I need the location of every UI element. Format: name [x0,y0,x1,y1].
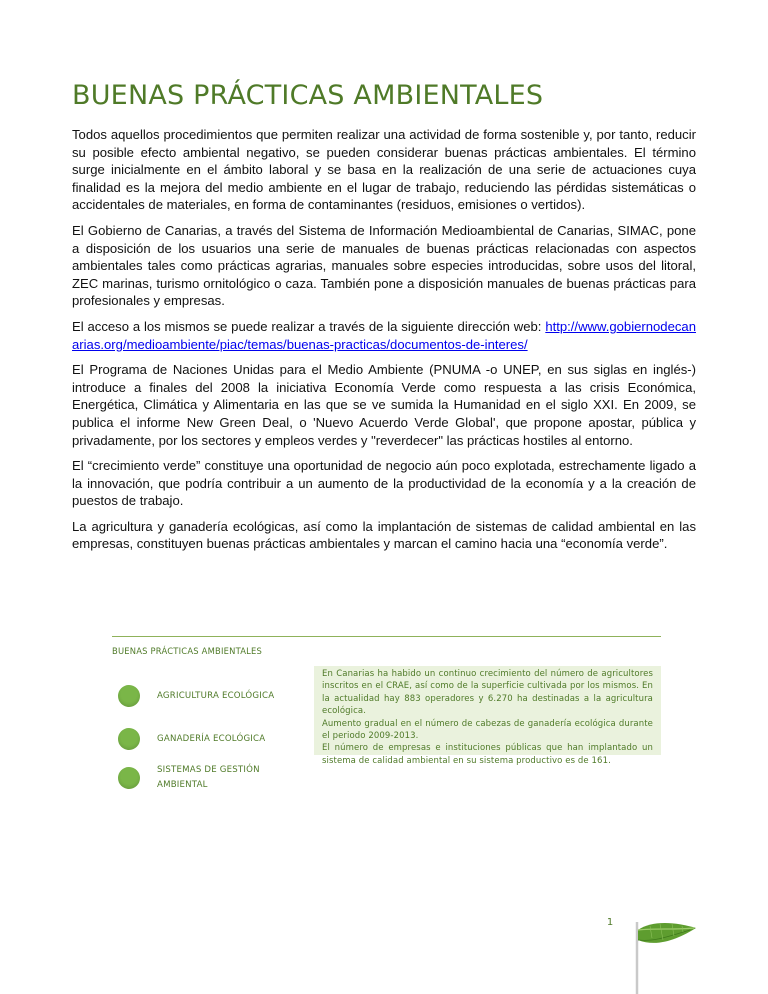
gobierno-link[interactable]: http://www.gobiernodecanarias.org/medioambiente/piac/temas/buenas-practicas/documentos-de-interes/ [72,318,696,352]
summary-description-ganaderia: Aumento gradual en el número de cabezas de ganadería ecológica durante el periodo 2009-2013. [322,718,653,742]
summary-row-label: AGRICULTURA ECOLÓGICA [157,690,275,701]
paragraph-green-growth: El “crecimiento verde” constituye una oportunidad de negocio aún poco explotada, estrechamente ligado a la innovación, que podría contribuir a un aumento de la productividad de la economía y a la creación de puestos de trabajo. [72,458,696,509]
page-title: BUENAS PRÁCTICAS AMBIENTALES [72,80,544,111]
summary-row-ganaderia [112,728,312,750]
summary-description-panel [314,666,661,766]
green-dot-icon [118,767,140,789]
summary-row-label: GANADERÍA ECOLÓGICA [157,733,266,744]
paragraph-pnuma: El Programa de Naciones Unidas para el Medio Ambiente (PNUMA -o UNEP, en sus siglas en inglés-) introduce a finales del 2008 la iniciativa Economía Verde como respuesta a las crisis Económica, Energética, Climática y Alimentaria en las que se ve sumida la Humanidad en el siglo XXI. En 2009, se publica el informe New Green Deal, o 'Nuevo Acuerdo Verde Global', que propone apostar, pública y privadamente, por los sectores y empleos verdes y "reverdecer" las prácticas hostiles al entorno. [72,362,696,448]
summary-header: BUENAS PRÁCTICAS AMBIENTALES [112,646,263,656]
paragraph-intro: Todos aquellos procedimientos que permiten realizar una actividad de forma sostenible y, por tanto, reducir su posible efecto ambiental negativo, se pueden considerar buenas prácticas ambientales. El término surge inicialmente en el ámbito laboral y se basa en la realización de una serie de actuaciones cuya finalidad es la mejora del medio ambiente en el lugar de trabajo, reduciendo las pérdidas sistemáticas o accidentales de materiales, en forma de contaminantes (residuos, emisiones o vertidos). [72,127,696,213]
paragraph-access [72,318,696,353]
summary-description-gestion: El número de empresas e instituciones públicas que han implantado un sistema de calidad ambiental en su sistema productivo es de 161. [322,743,653,766]
summary-row-agricultura [112,685,312,707]
summary-description-agricultura: En Canarias ha habido un continuo crecimiento del número de agricultores inscritos en el CRAE, así como de la superficie cultivada por los mismos. En la actualidad hay 883 operadores y 6.270 ha destinadas a la agricultura ecológica. [322,669,653,717]
summary-row-gestion [112,763,312,793]
green-dot-icon [118,685,140,707]
paragraph-conclusion: La agricultura y ganadería ecológicas, así como la implantación de sistemas de calidad ambiental en las empresas, constituyen buenas prácticas ambientales y marcan el camino hacia una “economía verde”. [72,518,696,552]
summary-row-label: SISTEMAS DE GESTIÓN AMBIENTAL [157,765,260,790]
green-dot-icon [118,728,140,750]
paragraph-simac: El Gobierno de Canarias, a través del Sistema de Información Medioambiental de Canarias, SIMAC, pone a disposición de los usuarios una serie de manuales de buenas prácticas relacionadas con aspectos ambientales tales como prácticas agrarias, manuales sobre especies introducidas, sobre usos del litoral, ZEC marinas, turismo ornitológico o caza. También pone a disposición manuales de buenas prácticas para profesionales y empresas. [72,222,696,309]
summary-table [112,636,661,790]
body-text [72,126,696,561]
page-number: 1 [606,917,614,928]
leaf-flag-icon [630,918,700,994]
paragraph-access-text: El acceso a los mismos se puede realizar a través de la siguiente dirección web: [72,318,542,334]
